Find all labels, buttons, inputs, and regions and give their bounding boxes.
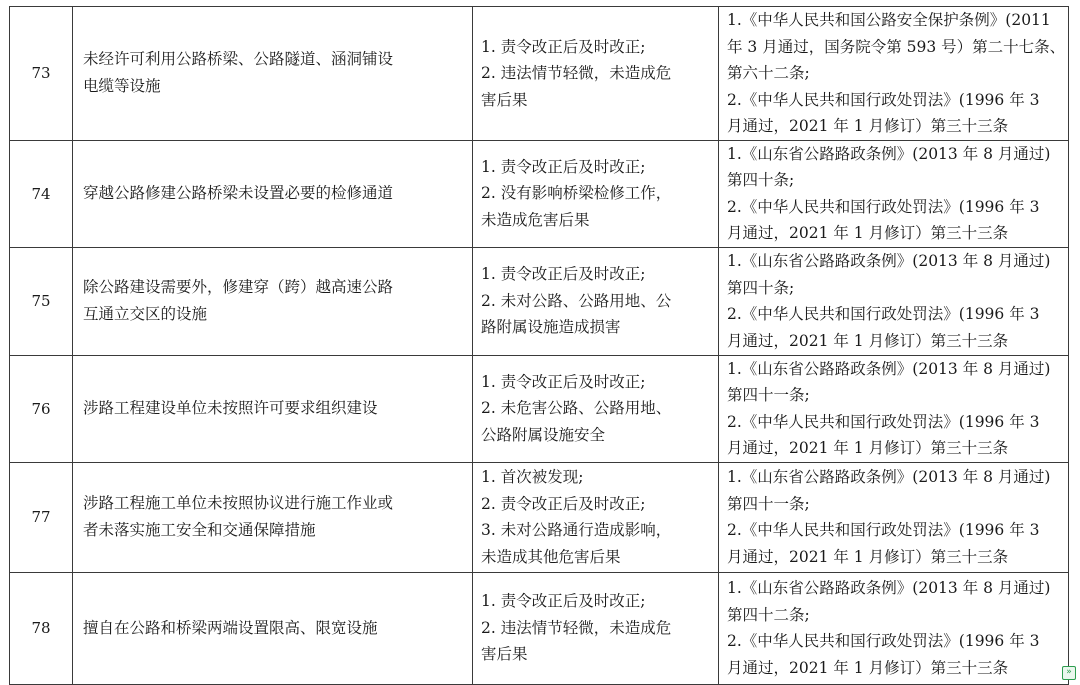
condition-cell-line: 2. 违法情节轻微，未造成危	[481, 64, 672, 82]
row-number-cell: 75	[10, 247, 73, 355]
legal-basis-cell	[719, 462, 1069, 572]
condition-cell-line: 1. 责令改正后及时改正;	[481, 37, 646, 56]
condition-cell-line: 1. 责令改正后及时改正;	[481, 592, 646, 611]
condition-cell-line: 2. 未危害公路、公路用地、	[481, 399, 672, 418]
legal-basis-cell	[719, 7, 1069, 141]
condition-cell-line: 未造成其他危害后果	[481, 547, 621, 566]
violation-cell	[73, 247, 473, 355]
violation-cell-line: 涉路工程建设单位未按照许可要求组织建设	[83, 399, 378, 417]
condition-cell-line: 路附属设施造成损害	[481, 318, 621, 337]
table-row	[10, 462, 1069, 572]
condition-cell-line: 2. 违法情节轻微，未造成危	[481, 618, 672, 637]
violation-cell-line: 电缆等设施	[83, 77, 161, 96]
condition-cell	[473, 572, 719, 684]
condition-cell	[473, 140, 719, 247]
condition-cell-line: 1. 责令改正后及时改正;	[481, 265, 646, 284]
legal-basis-cell-line: 月通过，2021 年 1 月修订）第三十三条	[727, 439, 1009, 457]
legal-basis-cell-line: 2.《中华人民共和国行政处罚法》(1996 年 3	[727, 90, 1040, 109]
legal-basis-cell	[719, 247, 1069, 355]
violation-cell	[73, 7, 473, 141]
legal-basis-cell-line: 第六十二条;	[727, 64, 810, 82]
legal-basis-cell-line: 月通过，2021 年 1 月修订）第三十三条	[727, 117, 1009, 135]
table-row	[10, 572, 1069, 684]
legal-basis-cell	[719, 572, 1069, 684]
table-row	[10, 140, 1069, 247]
legal-basis-cell-line: 1.《中华人民共和国公路安全保护条例》(2011	[727, 11, 1051, 29]
table-row	[10, 247, 1069, 355]
condition-cell	[473, 462, 719, 572]
condition-cell-line: 1. 责令改正后及时改正;	[481, 157, 646, 176]
legal-basis-cell-line: 第四十条;	[727, 171, 795, 189]
violation-cell-line: 涉路工程施工单位未按照协议进行施工作业或	[83, 494, 394, 512]
legal-basis-cell-line: 月通过，2021 年 1 月修订）第三十三条	[727, 547, 1009, 566]
condition-cell-line: 未造成危害后果	[481, 210, 590, 229]
table-row	[10, 7, 1069, 141]
condition-cell-line: 害后果	[481, 645, 528, 664]
legal-basis-cell	[719, 355, 1069, 462]
legal-basis-cell-line: 1.《山东省公路路政条例》(2013 年 8 月通过)	[727, 468, 1051, 486]
row-number-cell: 76	[10, 355, 73, 462]
table-row	[10, 355, 1069, 462]
condition-cell	[473, 247, 719, 355]
table-body	[10, 7, 1069, 685]
legal-basis-cell-line: 第四十二条;	[727, 605, 810, 624]
violation-cell-line: 擅自在公路和桥梁两端设置限高、限宽设施	[83, 618, 378, 637]
violation-cell-line: 穿越公路修建公路桥梁未设置必要的检修通道	[83, 184, 394, 202]
violation-cell-line: 未经许可利用公路桥梁、公路隧道、涵洞铺设	[83, 50, 394, 69]
legal-basis-cell-line: 1.《山东省公路路政条例》(2013 年 8 月通过)	[727, 252, 1051, 270]
condition-cell-line: 1. 首次被发现;	[481, 468, 584, 486]
legal-basis-cell-line: 2.《中华人民共和国行政处罚法》(1996 年 3	[727, 632, 1040, 650]
legal-basis-cell-line: 2.《中华人民共和国行政处罚法》(1996 年 3	[727, 197, 1040, 216]
condition-cell	[473, 7, 719, 141]
legal-basis-cell-line: 1.《山东省公路路政条例》(2013 年 8 月通过)	[727, 144, 1051, 163]
row-number-cell: 73	[10, 7, 73, 141]
condition-cell-line: 2. 责令改正后及时改正;	[481, 494, 646, 513]
violation-cell	[73, 355, 473, 462]
violation-cell	[73, 140, 473, 247]
legal-basis-cell-line: 第四十一条;	[727, 494, 810, 513]
expand-down-icon[interactable]: »	[1062, 666, 1076, 680]
violation-cell-line: 互通立交区的设施	[83, 305, 208, 323]
condition-cell	[473, 355, 719, 462]
condition-cell-line: 公路附属设施安全	[481, 425, 606, 444]
violation-cell-line: 者未落实施工安全和交通保障措施	[83, 521, 316, 539]
legal-basis-cell-line: 第四十一条;	[727, 386, 810, 404]
legal-basis-cell-line: 1.《山东省公路路政条例》(2013 年 8 月通过)	[727, 359, 1051, 378]
legal-basis-cell	[719, 140, 1069, 247]
legal-basis-cell-line: 2.《中华人民共和国行政处罚法》(1996 年 3	[727, 521, 1040, 539]
violation-cell-line: 除公路建设需要外，修建穿（跨）越高速公路	[83, 278, 394, 296]
legal-basis-cell-line: 2.《中华人民共和国行政处罚法》(1996 年 3	[727, 305, 1040, 323]
violation-cell	[73, 462, 473, 572]
condition-cell-line: 1. 责令改正后及时改正;	[481, 372, 646, 391]
legal-basis-cell-line: 月通过，2021 年 1 月修订）第三十三条	[727, 331, 1009, 350]
condition-cell-line: 3. 未对公路通行造成影响，	[481, 521, 672, 539]
regulation-table	[9, 6, 1069, 685]
legal-basis-cell-line: 2.《中华人民共和国行政处罚法》(1996 年 3	[727, 412, 1040, 431]
legal-basis-cell-line: 月通过，2021 年 1 月修订）第三十三条	[727, 224, 1009, 242]
condition-cell-line: 害后果	[481, 90, 528, 109]
row-number-cell: 78	[10, 572, 73, 684]
legal-basis-cell-line: 月通过，2021 年 1 月修订）第三十三条	[727, 658, 1009, 677]
condition-cell-line: 2. 没有影响桥梁检修工作，	[481, 184, 672, 203]
legal-basis-cell-line: 1.《山东省公路路政条例》(2013 年 8 月通过)	[727, 579, 1051, 597]
row-number-cell: 74	[10, 140, 73, 247]
row-number-cell: 77	[10, 462, 73, 572]
condition-cell-line: 2. 未对公路、公路用地、公	[481, 291, 672, 310]
legal-basis-cell-line: 年 3 月通过，国务院令第 593 号）第二十七条、	[727, 37, 1066, 56]
legal-basis-cell-line: 第四十条;	[727, 278, 795, 297]
violation-cell	[73, 572, 473, 684]
